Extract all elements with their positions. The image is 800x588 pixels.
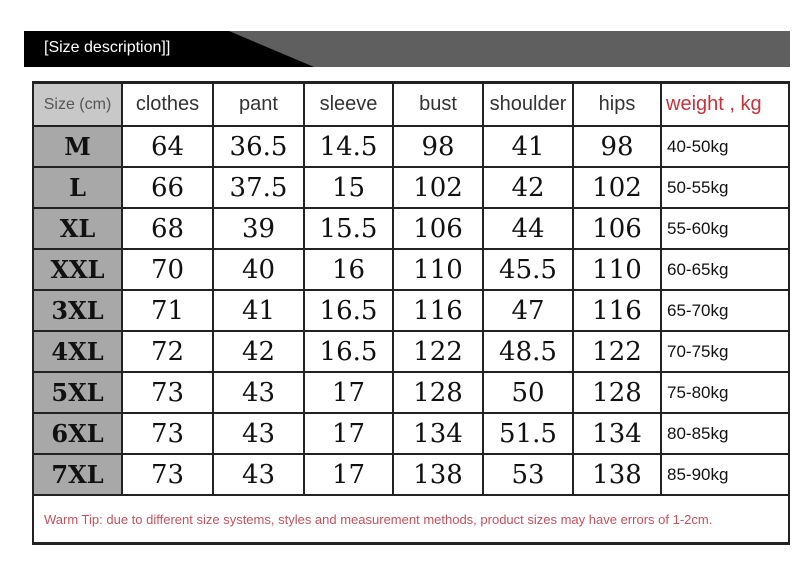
cell-shoulder: 44 xyxy=(483,208,573,249)
header-weight: weight , kg xyxy=(661,83,789,127)
cell-sleeve: 16.5 xyxy=(304,331,393,372)
cell-clothes: 68 xyxy=(122,208,213,249)
cell-weight: 70-75kg xyxy=(661,331,789,372)
cell-sleeve: 17 xyxy=(304,372,393,413)
table-row xyxy=(33,126,789,167)
cell-hips: 98 xyxy=(573,126,661,167)
cell-clothes: 73 xyxy=(122,372,213,413)
table-row xyxy=(33,208,789,249)
table-row xyxy=(33,413,789,454)
section-banner xyxy=(24,31,790,67)
cell-size: XXL xyxy=(33,249,122,290)
cell-shoulder: 42 xyxy=(483,167,573,208)
cell-bust: 116 xyxy=(393,290,483,331)
cell-bust: 128 xyxy=(393,372,483,413)
cell-size: M xyxy=(33,126,122,167)
cell-clothes: 73 xyxy=(122,413,213,454)
cell-clothes: 72 xyxy=(122,331,213,372)
cell-hips: 122 xyxy=(573,331,661,372)
cell-sleeve: 14.5 xyxy=(304,126,393,167)
header-bust: bust xyxy=(393,83,483,127)
cell-pant: 43 xyxy=(213,372,304,413)
table-row xyxy=(33,454,789,495)
cell-clothes: 70 xyxy=(122,249,213,290)
header-pant: pant xyxy=(213,83,304,127)
header-size: Size (cm) xyxy=(33,83,122,127)
header-sleeve: sleeve xyxy=(304,83,393,127)
cell-clothes: 64 xyxy=(122,126,213,167)
cell-sleeve: 15 xyxy=(304,167,393,208)
cell-bust: 110 xyxy=(393,249,483,290)
cell-shoulder: 47 xyxy=(483,290,573,331)
cell-size: 5XL xyxy=(33,372,122,413)
cell-pant: 41 xyxy=(213,290,304,331)
header-shoulder: shoulder xyxy=(483,83,573,127)
cell-weight: 55-60kg xyxy=(661,208,789,249)
cell-size: 7XL xyxy=(33,454,122,495)
cell-sleeve: 17 xyxy=(304,413,393,454)
cell-hips: 134 xyxy=(573,413,661,454)
cell-bust: 138 xyxy=(393,454,483,495)
table-row xyxy=(33,372,789,413)
cell-hips: 106 xyxy=(573,208,661,249)
tip-row xyxy=(33,495,789,544)
header-clothes: clothes xyxy=(122,83,213,127)
cell-sleeve: 15.5 xyxy=(304,208,393,249)
cell-size: XL xyxy=(33,208,122,249)
cell-hips: 116 xyxy=(573,290,661,331)
cell-size: 4XL xyxy=(33,331,122,372)
cell-pant: 43 xyxy=(213,454,304,495)
cell-bust: 122 xyxy=(393,331,483,372)
cell-weight: 40-50kg xyxy=(661,126,789,167)
cell-shoulder: 41 xyxy=(483,126,573,167)
cell-pant: 40 xyxy=(213,249,304,290)
cell-size: 3XL xyxy=(33,290,122,331)
banner-title: [Size description]] xyxy=(44,39,171,56)
table-row xyxy=(33,331,789,372)
cell-shoulder: 51.5 xyxy=(483,413,573,454)
table-row xyxy=(33,290,789,331)
cell-bust: 98 xyxy=(393,126,483,167)
cell-pant: 39 xyxy=(213,208,304,249)
table-row xyxy=(33,167,789,208)
cell-pant: 36.5 xyxy=(213,126,304,167)
table-row xyxy=(33,249,789,290)
cell-weight: 75-80kg xyxy=(661,372,789,413)
cell-clothes: 66 xyxy=(122,167,213,208)
cell-clothes: 73 xyxy=(122,454,213,495)
cell-weight: 85-90kg xyxy=(661,454,789,495)
cell-bust: 106 xyxy=(393,208,483,249)
header-row xyxy=(33,83,789,127)
cell-size: L xyxy=(33,167,122,208)
cell-sleeve: 16 xyxy=(304,249,393,290)
cell-hips: 102 xyxy=(573,167,661,208)
cell-weight: 80-85kg xyxy=(661,413,789,454)
cell-weight: 60-65kg xyxy=(661,249,789,290)
warm-tip: Warm Tip: due to different size systems, styles and measurement methods, product sizes may have errors of 1-2cm. xyxy=(33,495,789,544)
cell-clothes: 71 xyxy=(122,290,213,331)
cell-shoulder: 50 xyxy=(483,372,573,413)
cell-pant: 37.5 xyxy=(213,167,304,208)
cell-shoulder: 53 xyxy=(483,454,573,495)
cell-size: 6XL xyxy=(33,413,122,454)
cell-hips: 110 xyxy=(573,249,661,290)
cell-shoulder: 48.5 xyxy=(483,331,573,372)
cell-weight: 50-55kg xyxy=(661,167,789,208)
cell-hips: 138 xyxy=(573,454,661,495)
cell-sleeve: 17 xyxy=(304,454,393,495)
header-hips: hips xyxy=(573,83,661,127)
size-table xyxy=(32,81,790,545)
cell-weight: 65-70kg xyxy=(661,290,789,331)
cell-bust: 134 xyxy=(393,413,483,454)
cell-pant: 43 xyxy=(213,413,304,454)
cell-shoulder: 45.5 xyxy=(483,249,573,290)
cell-pant: 42 xyxy=(213,331,304,372)
cell-sleeve: 16.5 xyxy=(304,290,393,331)
cell-bust: 102 xyxy=(393,167,483,208)
cell-hips: 128 xyxy=(573,372,661,413)
